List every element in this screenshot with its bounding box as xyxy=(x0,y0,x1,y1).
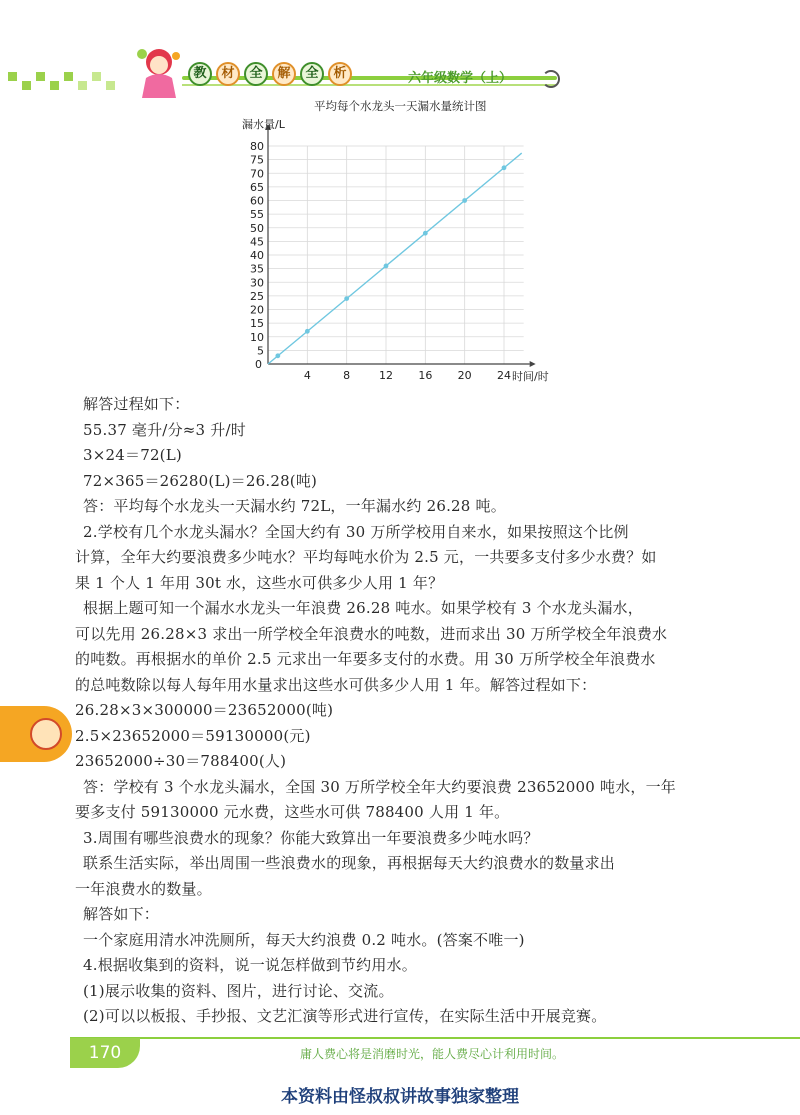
text-line: 联系生活实际，举出周围一些浪费水的现象，再根据每天大约浪费水的数量求出 xyxy=(83,854,616,872)
text-line: 一个家庭用清水冲洗厕所，每天大约浪费 0.2 吨水。(答案不唯一) xyxy=(83,930,525,949)
x-tick-label: 24 xyxy=(497,369,511,382)
y-tick-label: 30 xyxy=(250,276,264,290)
book-title-char: 全 xyxy=(244,62,268,86)
question-line: 3.周围有哪些浪费水的现象？你能大致算出一年要浪费多少吨水吗？ xyxy=(83,828,539,847)
footer-motto: 庸人费心将是消磨时光，能人费尽心计利用时间。 xyxy=(300,1047,565,1061)
x-tick-label: 8 xyxy=(343,369,351,382)
data-point xyxy=(344,296,349,301)
y-tick-label: 75 xyxy=(250,153,264,167)
formula-line: 23652000÷30＝788400(人) xyxy=(75,752,287,770)
y-tick-label: 45 xyxy=(250,235,264,249)
y-tick-label: 25 xyxy=(250,289,264,303)
book-title-char: 析 xyxy=(328,62,352,86)
book-title-char: 全 xyxy=(300,62,324,86)
book-title xyxy=(188,62,352,86)
book-title-char: 解 xyxy=(272,62,296,86)
y-tick-label: 15 xyxy=(250,317,264,331)
chart-title: 平均每个水龙头一天漏水量统计图 xyxy=(314,99,487,113)
text-line: 3×24＝72(L) xyxy=(83,446,182,464)
x-tick-label: 16 xyxy=(418,369,433,382)
x-axis-arrow xyxy=(530,361,536,367)
text-line: 的吨数。再根据水的单价 2.5 元求出一年要多支付的水费。用 30 万所学校全年浪费水 xyxy=(75,650,656,668)
text-line: 根据上题可知一个漏水水龙头一年浪费 26.28 吨水。如果学校有 3 个水龙头漏水， xyxy=(83,599,643,617)
y-tick-label: 80 xyxy=(250,140,264,153)
text-line: 的总吨数除以每人每年用水量求出这些水可供多少人用 1 年。解答过程如下： xyxy=(75,675,597,694)
data-point xyxy=(462,198,467,203)
x-tick-label: 4 xyxy=(303,369,311,382)
text-line: (1)展示收集的资料、图片，进行讨论、交流。 xyxy=(83,981,394,1000)
data-point xyxy=(384,264,389,269)
book-title-char: 教 xyxy=(188,62,212,86)
origin-label: 0 xyxy=(255,358,262,371)
y-tick-label: 60 xyxy=(250,194,264,208)
formula-line: 2.5×23652000＝59130000(元) xyxy=(75,726,311,745)
y-tick-label: 70 xyxy=(250,167,264,181)
x-axis-label: 时间/时 xyxy=(512,370,549,383)
text-line: (2)可以以板报、手抄报、文艺汇演等形式进行宣传，在实际生活中开展竞赛。 xyxy=(83,1007,607,1025)
text-line: 可以先用 26.28×3 求出一所学校全年浪费水的吨数，进而求出 30 万所学校全年浪费水 xyxy=(75,624,668,643)
question-line: 计算，全年大约要浪费多少吨水？平均每吨水价为 2.5 元，一共要多支付多少水费？如 xyxy=(75,548,657,566)
data-point xyxy=(305,329,310,334)
y-axis-label: 漏水量/L xyxy=(242,118,285,131)
question-line: 2.学校有几个水龙头漏水？全国大约有 30 万所学校用自来水，如果按照这个比例 xyxy=(83,522,629,541)
grade-label: 六年级数学（上） xyxy=(408,71,513,86)
data-point xyxy=(502,165,507,170)
x-tick-label: 12 xyxy=(379,369,393,382)
y-tick-label: 20 xyxy=(250,303,264,317)
text-line: 一年浪费水的数量。 xyxy=(75,879,212,898)
y-tick-label: 55 xyxy=(250,208,264,222)
y-tick-label: 35 xyxy=(250,262,264,276)
footer-rule xyxy=(70,1037,800,1039)
answer-line: 答：学校有 3 个水龙头漏水，全国 30 万所学校全年大约要浪费 23652000 吨水，一年 xyxy=(83,777,676,796)
footer-credit: 本资料由怪叔叔讲故事独家整理 xyxy=(281,1087,519,1107)
formula-line: 26.28×3×300000＝23652000(吨) xyxy=(75,701,334,719)
y-tick-label: 65 xyxy=(250,180,264,194)
y-tick-label: 5 xyxy=(257,344,264,358)
book-title-char: 材 xyxy=(216,62,240,86)
side-tab xyxy=(0,706,72,762)
answer-line: 要多支付 59130000 元水费，这些水可供 788400 人用 1 年。 xyxy=(75,803,510,821)
mascot-girl-icon xyxy=(132,44,186,104)
answer-line: 答：平均每个水龙头一天漏水约 72L，一年漏水约 26.28 吨。 xyxy=(83,497,506,515)
data-point xyxy=(275,353,280,358)
header-end-icon xyxy=(542,70,560,88)
question-line: 果 1 个人 1 年用 30t 水，这些水可供多少人用 1 年？ xyxy=(75,573,444,592)
y-tick-label: 40 xyxy=(250,249,264,262)
chart-plot xyxy=(236,96,566,386)
data-point xyxy=(423,231,428,236)
page-body xyxy=(75,392,708,1030)
text-line: 解答如下： xyxy=(83,905,160,923)
text-line: 72×365＝26280(L)＝26.28(吨) xyxy=(83,471,318,490)
text-line: 55.37 毫升/分≈3 升/时 xyxy=(83,420,246,439)
mascot-face-icon xyxy=(30,718,62,750)
y-tick-label: 10 xyxy=(250,330,264,344)
leak-chart xyxy=(236,96,566,386)
y-tick-label: 50 xyxy=(250,221,264,235)
text-line: 解答过程如下： xyxy=(83,395,190,413)
x-tick-label: 20 xyxy=(457,369,472,382)
question-line: 4.根据收集到的资料，说一说怎样做到节约用水。 xyxy=(83,956,417,974)
page-number: 170 xyxy=(70,1038,140,1068)
